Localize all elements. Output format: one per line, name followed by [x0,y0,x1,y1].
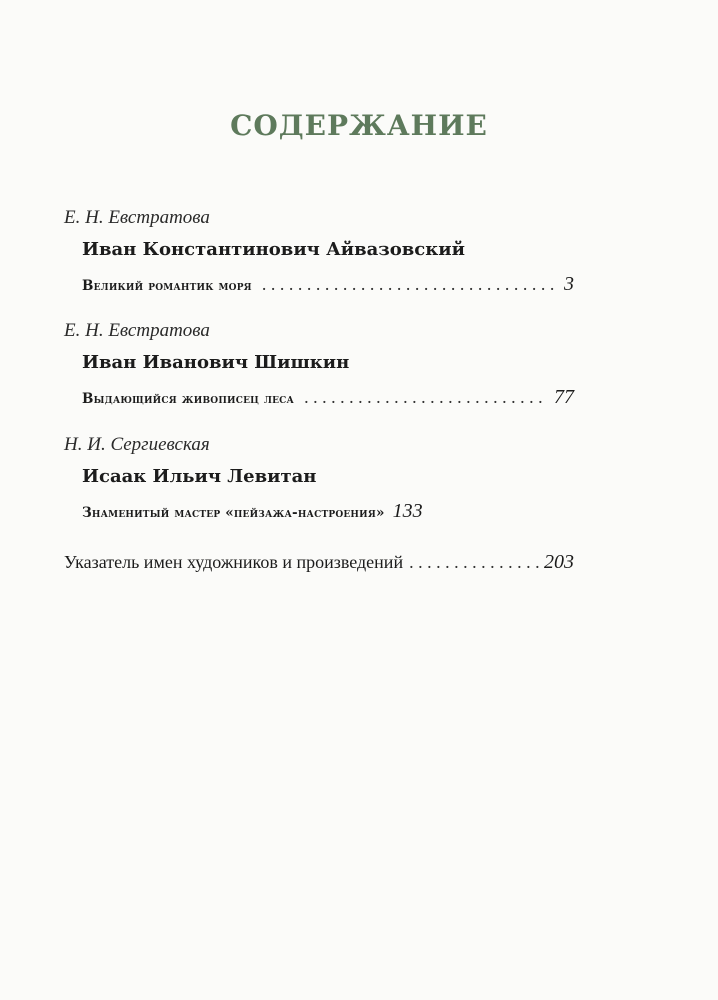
toc-entry-index[interactable] [64,549,574,575]
index-label: Указатель имен художников и произведений [64,552,404,572]
section-subtitle: Знаменитый мастер «пейзажа-настроения» [82,505,385,521]
section-author: Е. Н. Евстратова [64,207,210,228]
toc-title: СОДЕРЖАНИЕ [230,109,488,142]
page-number: 3 [564,273,574,295]
toc-entry[interactable] [82,385,574,409]
section-subtitle: Выдающийся живописец леса [82,391,295,407]
toc-section [64,205,574,296]
dot-leader [409,549,540,575]
dot-leader [304,385,548,409]
page-number: 77 [554,386,574,408]
page-number: 133 [392,500,423,522]
section-author: Н. И. Сергиевская [64,434,210,455]
page-number: 203 [544,551,574,573]
toc-section [64,318,574,409]
dot-leader [262,272,558,296]
section-author: Е. Н. Евстратова [64,320,210,341]
section-artist: Иван Константинович Айвазовский [82,239,465,260]
section-subtitle: Великий романтик моря [82,278,252,294]
toc-section [64,432,574,523]
toc-entry[interactable] [82,272,574,296]
toc-entry[interactable] [82,499,574,523]
section-artist: Иван Иванович Шишкин [82,352,350,373]
section-artist: Исаак Ильич Левитан [82,466,317,487]
